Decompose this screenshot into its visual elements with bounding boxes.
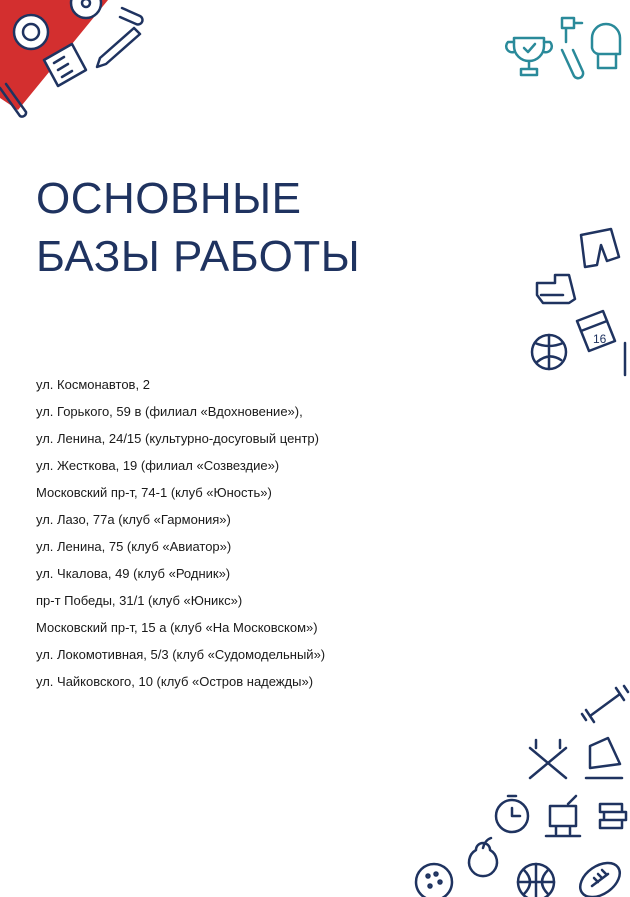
pin-icon (562, 18, 582, 42)
list-item: ул. Лазо, 77а (клуб «Гармония») (36, 512, 231, 527)
billiard-ball-icon (14, 15, 48, 49)
list-item: ул. Чайковского, 10 (клуб «Остров надежды») (36, 674, 314, 689)
title-line-2: БАЗЫ РАБОТЫ (36, 232, 361, 281)
list-item: пр-т Победы, 31/1 (клуб «Юникс») (36, 593, 243, 608)
golf-ball-icon (416, 864, 452, 897)
list-item: ул. Локомотивная, 5/3 (клуб «Судомодельный») (36, 647, 326, 662)
list-item: ул. Ленина, 24/15 (культурно-досуговый центр) (36, 431, 319, 446)
paperclip-icon (562, 50, 583, 78)
bottom-right-decoration (410, 680, 630, 897)
basketball-icon (518, 864, 554, 897)
list-item: Московский пр-т, 74-1 (клуб «Юность») (36, 485, 272, 500)
shorts-icon (581, 229, 619, 267)
right-middle-decoration (525, 225, 630, 380)
list-item: ул. Горького, 59 в (филиал «Вдохновение»), (36, 404, 303, 419)
list-item: ул. Космонавтов, 2 (36, 377, 150, 392)
steering-wheel-icon (71, 0, 101, 18)
trophy-icon (506, 38, 552, 75)
top-left-decoration (0, 0, 150, 125)
ice-skate-icon (586, 738, 622, 778)
list-item: ул. Чкалова, 49 (клуб «Родник») (36, 566, 231, 581)
volleyball-icon (532, 335, 566, 369)
title-line-1: ОСНОВНЫЕ (36, 174, 302, 223)
calendar-icon (577, 311, 615, 351)
fencing-icon (530, 740, 566, 778)
stopwatch-icon (496, 796, 528, 832)
address-list (36, 376, 325, 700)
sneaker-icon (537, 275, 575, 303)
boxing-glove-icon (592, 24, 620, 68)
list-item: ул. Ленина, 75 (клуб «Авиатор») (36, 539, 232, 554)
svg-text:16: 16 (593, 332, 607, 346)
paperclip-icon (120, 8, 142, 24)
page-title (36, 170, 360, 286)
list-item: Московский пр-т, 15 а (клуб «На Московском») (36, 620, 318, 635)
book-stack-icon (600, 804, 626, 828)
apple-icon (469, 838, 497, 876)
trophy-cup-icon (546, 796, 580, 836)
pencil-icon (97, 28, 140, 67)
dumbbell-icon (582, 686, 628, 722)
rugby-ball-icon (574, 856, 626, 897)
top-right-decoration (500, 10, 630, 90)
list-item: ул. Жесткова, 19 (филиал «Созвездие») (36, 458, 280, 473)
